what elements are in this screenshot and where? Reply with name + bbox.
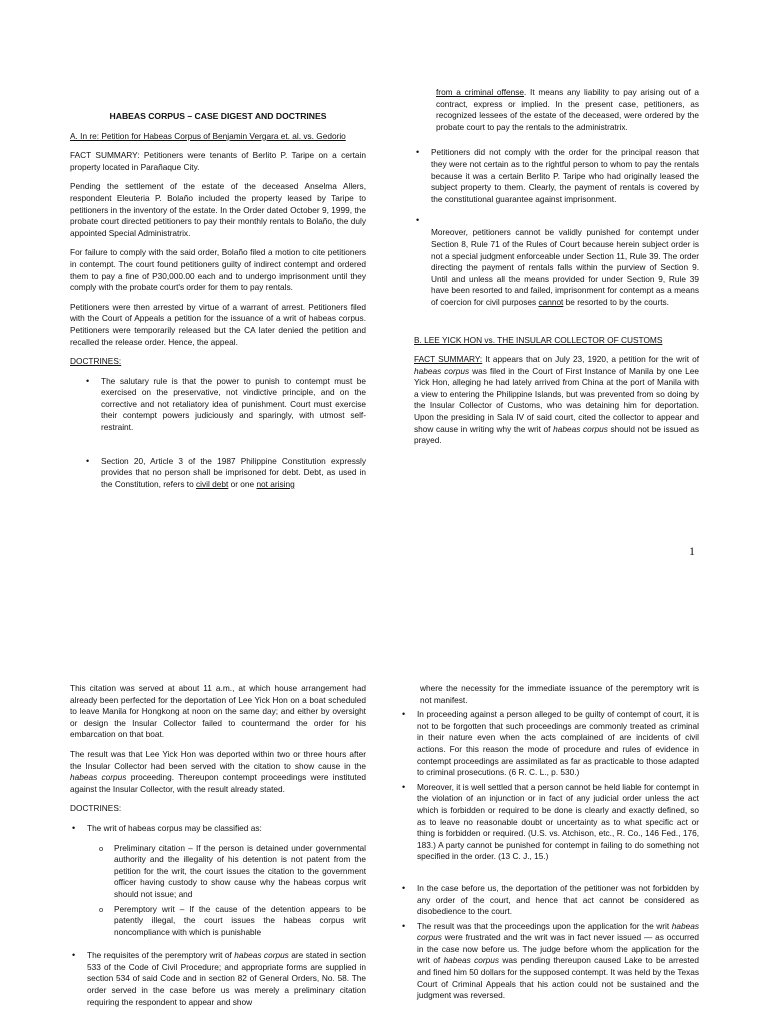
- doctrines-list-b-cont: [400, 709, 699, 1002]
- case-a-paragraph-3: For failure to comply with the said order, Bolaño filed a motion to cite petitioners in contempt. The court found petitioners guilty of indirect contempt and ordered them to pay a fine of P30,000.00 each and to undergo imprisonment until they comply with the probate court's order for them to pay rentals.: [70, 247, 366, 293]
- doctrines-list-b: [70, 823, 366, 1008]
- doctrines-list-a-cont: [414, 147, 699, 308]
- doctrine-item: • Moreover, petitioners cannot be validly punished for contempt under Section 8, Rule 71 of the Rules of Court because herein subject order is not a special judgment enforceable under Section 11, Rule 39. The order directing the payment of rentals falls within the purview of Section 9. Until and unless all the means provided for under Section 9, Rule 39 have been resorted to and failed, imprisonment for contempt as a means of coercion for civil purposes cannot be resorted to by the courts.: [414, 215, 699, 308]
- fact-summary-a: FACT SUMMARY: Petitioners were tenants of Berlito P. Taripe on a certain property located in Parañaque City.: [70, 150, 366, 172]
- case-b-heading: B. LEE YICK HON vs. THE INSULAR COLLECTOR OF CUSTOMS: [414, 334, 663, 345]
- sub-item: o Preliminary citation – If the person is detained under governmental authority and the illegality of his detention is not patent from the petition for the writ, the court issues the citation to the government officer having custody to show cause why the habeas corpus writ should not issue; and: [97, 843, 366, 901]
- case-a-paragraph-2: Pending the settlement of the estate of the deceased Anselma Allers, respondent Eleuteria P. Bolaño included the property leased by Taripe to petitioners in the inventory of the estate. In the Order dated October 9, 1999, the probate court directed petitioners to pay their monthly rentals to Bolaño, the duly appointed Special Administratrix.: [70, 181, 366, 238]
- page-number: 1: [689, 544, 695, 558]
- doctrine-item: • Petitioners did not comply with the order for the principal reason that they were not certain as to the rightful person to whom to pay the rentals because it was a certain Berlito P. Taripe who had originally leased the subject property to them. Clearly, the payment of rentals is covered by the constitutional guarantee against imprisonment.: [414, 147, 699, 205]
- page1-left-column: [70, 111, 366, 500]
- doctrine-item: • The requisites of the peremptory writ of habeas corpus are stated in section 533 of the Code of Civil Procedure; and appropriate forms are supplied in section 534 of said Code and in section 82 of General Orders, No. 58. The order served in the case before us was merely a preliminary citation requiring the respondent to appear and show: [70, 950, 366, 1008]
- fact-summary-b: FACT SUMMARY: It appears that on July 23, 1920, a petition for the writ of habeas corpus was filed in the Court of First Instance of Manila by one Lee Yick Hon, alleging he had lately arrived from China at the port of Manila with a view to entering the Philippine Islands, but was prevented from so doing by the Insular Collector of Customs, who was detaining him for deportation. Upon the presiding in Sala IV of said court, cited the collector to appear and show cause in writing why the writ of habeas corpus should not be issued as prayed.: [414, 354, 700, 446]
- sub-item: o Peremptory writ – If the cause of the detention appears to be patently illegal, the court issues the habeas corpus writ noncompliance with which is punishable: [97, 904, 366, 939]
- document-title: HABEAS CORPUS – CASE DIGEST AND DOCTRINES: [109, 111, 327, 121]
- page1-right-column: [414, 87, 699, 455]
- doctrines-list-a: [84, 376, 366, 491]
- doctrines-label-a: DOCTRINES:: [70, 356, 122, 367]
- right-continuation: where the necessity for the immediate issuance of the peremptory writ is not manifest.: [420, 683, 699, 705]
- writ-classification-list: [97, 843, 366, 939]
- doctrines-label-b: DOCTRINES:: [70, 803, 122, 814]
- doctrine-item: • The result was that the proceedings upon the application for the writ habeas corpus were frustrated and the writ was in fact never issued — as occurred in the case now before us. The judge before whom the application for the writ of habeas corpus was pending thereupon caused Lake to be arrested and fined him 50 dollars for the supposed contempt. It was held by the Texas Court of Criminal Appeals that his action could not be sustained and the judgment was reversed.: [400, 921, 699, 1002]
- doctrine-item: • Moreover, it is well settled that a person cannot be held liable for contempt in the violation of an injunction or in fact of any judicial order unless the act which is forbidden or required to be done is clearly and exactly defined, so as to leave no reasonable doubt or uncertainty as to what specific act or thing is forbidden or required. (U.S. vs. Atchison, etc., R. Co., 146 Fed., 176, 183.) A party cannot be punished for contempt in failing to do something not specified in the order. (13 C. J., 15.): [400, 782, 699, 863]
- case-a-heading: A. In re: Petition for Habeas Corpus of Benjamin Vergara et. al. vs. Gedorio: [70, 130, 346, 141]
- doctrine-item: • The writ of habeas corpus may be classified as: o Preliminary citation – If the person is detained under governmental authority and the illegality of his detention is not patent from the petition for the writ, the court issues the citation to the government officer having custody to show cause why the habeas corpus writ should not issue; and o Peremptory writ – If the cause of the detention appears to be patently illegal, the court issues the habeas corpus writ noncompliance with which is punishable: [70, 823, 366, 938]
- page2-right-column: [400, 683, 699, 1012]
- doctrine2-continuation: from a criminal offense. It means any liability to pay arising out of a contract, express or implied. In the present case, petitioners, as recognized lessees of the estate of the deceased, were ordered by the probate court to pay the rentals to the administratrix.: [436, 87, 700, 132]
- page2-paragraph-2: The result was that Lee Yick Hon was deported within two or three hours after the Insular Collector had been served with the citation to show cause in the habeas corpus proceeding. Thereupon contempt proceedings were instituted against the Insular Collector, with the result already stated.: [70, 748, 366, 794]
- doctrine-item: • In the case before us, the deportation of the petitioner was not forbidden by any order of the court, and hence that act cannot be considered as disobedience to the court.: [400, 883, 699, 918]
- doctrine-item: • In proceeding against a person alleged to be guilty of contempt of court, it is not to be forgotten that such proceedings are commonly treated as criminal in their nature even when the acts complained of are incidents of civil actions. For this reason the mode of procedure and rules of evidence in contempt proceedings are assimilated as far as practicable to those adapted to criminal prosecutions. (6 R. C. L., p. 530.): [400, 709, 699, 779]
- doctrine-item: • Section 20, Article 3 of the 1987 Philippine Constitution expressly provides that no person shall be imprisoned for debt. Debt, as used in the Constitution, refers to civil debt or one not arising: [84, 456, 366, 491]
- page2-left-column: [70, 683, 366, 1018]
- case-a-paragraph-4: Petitioners were then arrested by virtue of a warrant of arrest. Petitioners filed with the Court of Appeals a petition for the issuance of a writ of habeas corpus. Petitioners were temporarily released but the CA later denied the petition and recalled the release order. Hence, the appeal.: [70, 301, 366, 347]
- page2-paragraph-1: This citation was served at about 11 a.m., at which house arrangement had already been perfected for the deportation of Lee Yick Hon on a boat scheduled to leave Manila for Hongkong at noon on the same day; and either by oversight or design the Insular Collector failed to countermand the order for his embarcation on that boat.: [70, 683, 366, 740]
- doctrine-item: • The salutary rule is that the power to punish to contempt must be exercised on the preservative, not vindictive principle, and on the corrective and not retaliatory idea of punishment. Court must exercise their contempt powers judiciously and sparingly, with utmost self-restraint.: [84, 376, 366, 434]
